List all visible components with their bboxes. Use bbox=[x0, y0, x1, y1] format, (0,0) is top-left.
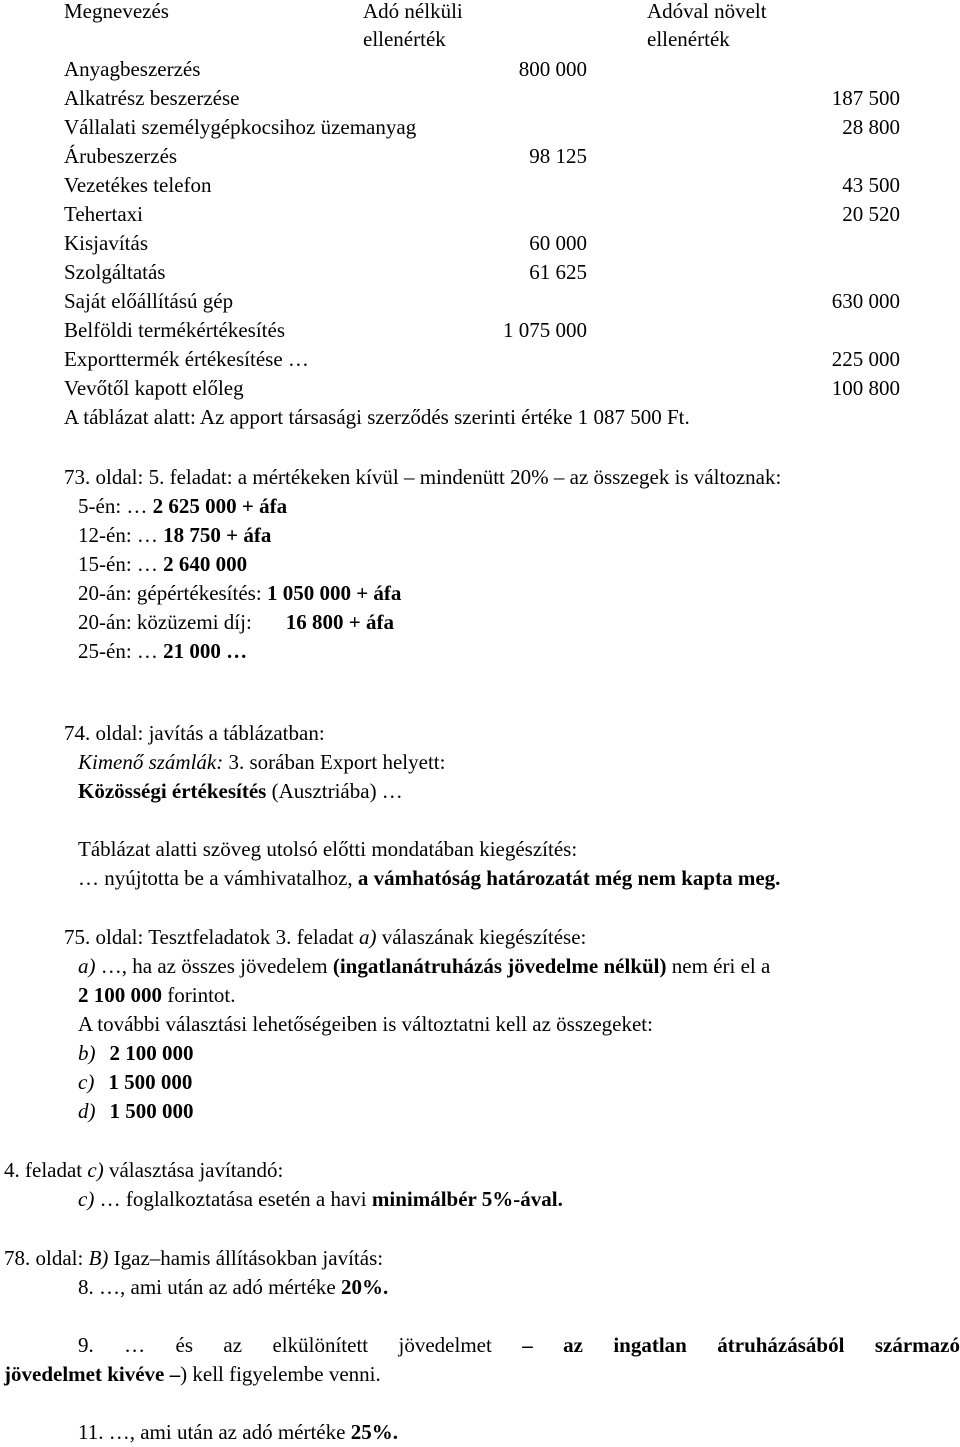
section-4-heading bbox=[4, 1156, 283, 1185]
table-note bbox=[64, 403, 690, 432]
section-75-heading-italic: a) bbox=[358, 925, 377, 949]
item9-word: átruházásából bbox=[717, 1333, 845, 1357]
item9-word: jövedelmet bbox=[398, 1333, 492, 1357]
s73-list-item bbox=[78, 521, 271, 550]
s73-item-label: 20-án: közüzemi díj: bbox=[78, 610, 252, 634]
table-row-net-value: 800 000 bbox=[518, 57, 587, 81]
s73-list-item bbox=[78, 608, 394, 637]
table-row-gross-value: 225 000 bbox=[831, 347, 900, 371]
section-78-heading-pre: 78. oldal: bbox=[4, 1246, 89, 1270]
s73-item-value: 21 000 … bbox=[163, 639, 248, 663]
s75-option-value: 1 500 000 bbox=[109, 1099, 194, 1123]
section-78-heading-post: Igaz–hamis állításokban javítás: bbox=[108, 1246, 384, 1270]
s73-item-value: 18 750 + áfa bbox=[163, 523, 272, 547]
section-75-intro: A további választási lehetőségeiben is változtatni kell az összegeket: bbox=[78, 1012, 653, 1036]
section-74-line4-bold: a vámhatóság határozatát még nem kapta meg. bbox=[352, 866, 781, 890]
section-75-heading-pre: 75. oldal: Tesztfeladatok 3. feladat bbox=[64, 925, 359, 949]
section-4-text: … foglalkoztatása esetén a havi bbox=[94, 1187, 372, 1211]
section-4-heading-pre: 4. feladat bbox=[4, 1158, 88, 1182]
section-75-a-label: a) bbox=[78, 954, 96, 978]
table-row-gross-value: 43 500 bbox=[842, 173, 900, 197]
table-row-net-value: 60 000 bbox=[529, 231, 587, 255]
item9-word: és bbox=[175, 1333, 194, 1357]
section-4-bold: minimálbér 5%-ával. bbox=[371, 1187, 563, 1211]
section-74-line1-rest: 3. sorában Export helyett: bbox=[223, 750, 446, 774]
s75-option-label: c) bbox=[78, 1070, 95, 1094]
section-75-a-bold: (ingatlanátruházás jövedelme nélkül) bbox=[332, 954, 667, 978]
section-74-line2-bold: Közösségi értékesítés bbox=[78, 779, 267, 803]
s73-item-value: 16 800 + áfa bbox=[285, 610, 395, 634]
section-75-a-text1: …, ha az összes jövedelem bbox=[95, 954, 333, 978]
table-header-net-line1: Adó nélküli bbox=[363, 0, 463, 23]
s73-list-item bbox=[78, 579, 401, 608]
table-row-name: Vezetékes telefon bbox=[64, 173, 212, 197]
table-header-gross bbox=[647, 0, 767, 53]
s73-list-item bbox=[78, 492, 287, 521]
item9-word: 9. bbox=[78, 1333, 94, 1357]
section-4-label: c) bbox=[78, 1187, 95, 1211]
table-row-gross-value: 187 500 bbox=[831, 86, 900, 110]
section-4-heading-post: választása javítandó: bbox=[103, 1158, 284, 1182]
table-row-net-value: 1 075 000 bbox=[503, 318, 587, 342]
section-75-heading bbox=[64, 923, 586, 952]
table-row-name: Árubeszerzés bbox=[64, 144, 178, 168]
section-78-item8-text: 8. …, ami után az adó mértéke bbox=[78, 1275, 341, 1299]
section-74-line1-italic: Kimenő számlák: bbox=[78, 750, 224, 774]
section-78-item-11 bbox=[78, 1418, 398, 1447]
section-78-item9-cont-bold: jövedelmet kivéve – bbox=[4, 1362, 181, 1386]
s75-option bbox=[78, 1039, 194, 1068]
s75-option-value: 1 500 000 bbox=[108, 1070, 193, 1094]
section-74-line2 bbox=[78, 777, 403, 806]
item9-word: származó bbox=[874, 1333, 960, 1357]
s73-item-value: 2 625 000 + áfa bbox=[152, 494, 288, 518]
section-75-a-text2: nem éri el a bbox=[666, 954, 771, 978]
section-78-item-8 bbox=[78, 1273, 388, 1302]
s73-list-item bbox=[78, 550, 247, 579]
section-4-heading-italic: c) bbox=[87, 1158, 104, 1182]
table-row-name: Vevőtől kapott előleg bbox=[64, 376, 244, 400]
table-note-text: A táblázat alatt: Az apport társasági szerződés szerinti értéke 1 087 500 Ft. bbox=[64, 405, 690, 429]
table-row-name: Kisjavítás bbox=[64, 231, 148, 255]
s73-item-label: 12-én: … bbox=[78, 523, 164, 547]
table-row-name: Saját előállítású gép bbox=[64, 289, 234, 313]
s73-list-item bbox=[78, 637, 247, 666]
table-header-gross-line2: ellenérték bbox=[647, 27, 730, 51]
s75-option-value: 2 100 000 bbox=[109, 1041, 194, 1065]
s75-option bbox=[78, 1097, 194, 1126]
section-75-heading-post: válaszának kiegészítése: bbox=[376, 925, 587, 949]
table-row-name: Tehertaxi bbox=[64, 202, 143, 226]
table-row-gross-value: 20 520 bbox=[842, 202, 900, 226]
s75-option-label: b) bbox=[78, 1041, 96, 1065]
s73-item-value: 1 050 000 + áfa bbox=[266, 581, 402, 605]
section-78-item11-text: 11. …, ami után az adó mértéke bbox=[78, 1420, 351, 1444]
table-row-name: Exporttermék értékesítése … bbox=[64, 347, 309, 371]
table-header-net-line2: ellenérték bbox=[363, 27, 446, 51]
section-74-heading: 74. oldal: javítás a táblázatban: bbox=[64, 721, 325, 745]
table-header-gross-line1: Adóval növelt bbox=[647, 0, 767, 23]
s75-option bbox=[78, 1068, 192, 1097]
section-78-item-9-cont bbox=[4, 1360, 381, 1389]
item9-word: az bbox=[563, 1333, 583, 1357]
table-header-name: Megnevezés bbox=[64, 0, 169, 23]
item9-word: elkülönített bbox=[272, 1333, 369, 1357]
section-74-line2-rest: (Ausztriába) … bbox=[266, 779, 403, 803]
item9-word: az bbox=[223, 1333, 243, 1357]
table-row-gross-value: 630 000 bbox=[831, 289, 900, 313]
item9-word: – bbox=[522, 1333, 533, 1357]
section-78-item11-bold: 25%. bbox=[350, 1420, 398, 1444]
table-header-net bbox=[363, 0, 463, 53]
section-75-a-cont-rest: forintot. bbox=[162, 983, 236, 1007]
s73-item-value: 2 640 000 bbox=[163, 552, 248, 576]
section-78-heading-italic: B) bbox=[88, 1246, 109, 1270]
item9-word: ingatlan bbox=[613, 1333, 687, 1357]
section-78-item9-cont-rest: ) kell figyelembe venni. bbox=[180, 1362, 381, 1386]
section-74-line3: Táblázat alatti szöveg utolsó előtti mondatában kiegészítés: bbox=[78, 837, 578, 861]
table-row-gross-value: 28 800 bbox=[842, 115, 900, 139]
s73-item-label: 15-én: … bbox=[78, 552, 164, 576]
table-row-net-value: 61 625 bbox=[529, 260, 587, 284]
s73-item-label: 20-án: gépértékesítés: bbox=[78, 581, 267, 605]
section-4-answer bbox=[78, 1185, 563, 1214]
section-74-line4-normal: … nyújtotta be a vámhivatalhoz, bbox=[78, 866, 353, 890]
s73-item-label: 5-én: … bbox=[78, 494, 153, 518]
section-78-item-9 bbox=[78, 1331, 960, 1360]
section-75-a-cont-bold: 2 100 000 bbox=[78, 983, 162, 1007]
section-75-answer-a-cont bbox=[78, 981, 236, 1010]
section-73-heading: 73. oldal: 5. feladat: a mértékeken kívül – mindenütt 20% – az összegek is változnak: bbox=[64, 465, 782, 489]
table-row-name: Anyagbeszerzés bbox=[64, 57, 201, 81]
table-row-name: Szolgáltatás bbox=[64, 260, 166, 284]
s75-option-label: d) bbox=[78, 1099, 96, 1123]
section-78-item8-bold: 20%. bbox=[340, 1275, 389, 1299]
table-row-net-value: 98 125 bbox=[529, 144, 587, 168]
table-row-name: Belföldi termékértékesítés bbox=[64, 318, 286, 342]
section-75-answer-a bbox=[78, 952, 770, 981]
table-row-name: Vállalati személygépkocsihoz üzemanyag bbox=[64, 115, 417, 139]
item9-word: … bbox=[124, 1333, 146, 1357]
table-row-gross-value: 100 800 bbox=[831, 376, 900, 400]
s73-item-label: 25-én: … bbox=[78, 639, 164, 663]
section-74-line1 bbox=[78, 748, 445, 777]
section-78-heading bbox=[4, 1244, 383, 1273]
table-row-name: Alkatrész beszerzése bbox=[64, 86, 240, 110]
section-74-line4 bbox=[78, 864, 780, 893]
